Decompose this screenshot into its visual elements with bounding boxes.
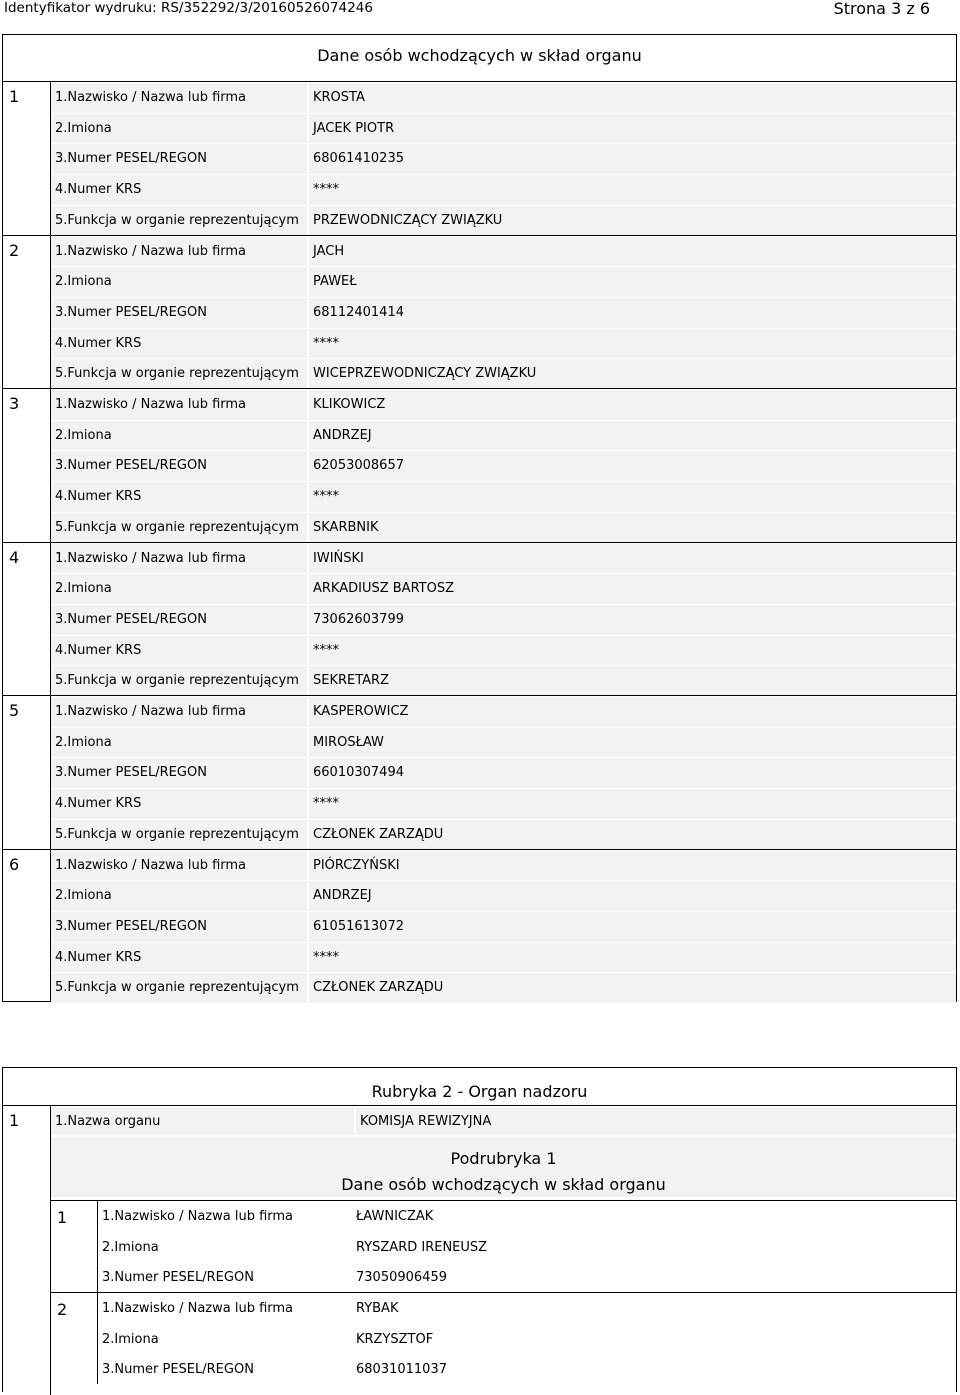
field-row-function <box>51 358 956 389</box>
field-row-krs <box>51 174 956 205</box>
field-value: SKARBNIK <box>313 519 379 535</box>
field-label: 5.Funkcja w organie reprezentującym <box>55 212 299 228</box>
member-row-first-names <box>98 1232 956 1263</box>
field-value: ŁAWNICZAK <box>356 1209 434 1224</box>
field-value: MIROSŁAW <box>313 734 384 750</box>
member-number: 2 <box>57 1300 68 1320</box>
member-row-name <box>98 1293 956 1324</box>
person-number: 5 <box>9 701 20 720</box>
print-identifier: Identyfikator wydruku: RS/352292/3/20160526074246 <box>4 0 373 16</box>
field-value: RYSZARD IRENEUSZ <box>356 1239 488 1255</box>
field-row-pesel <box>51 911 956 942</box>
field-value: **** <box>313 949 339 965</box>
member-row-name <box>98 1201 956 1232</box>
field-label: 3.Numer PESEL/REGON <box>55 458 207 474</box>
organ-entry <box>3 1105 956 1395</box>
field-row-first-names <box>51 266 956 297</box>
field-label: 2.Imiona <box>102 1239 159 1255</box>
field-row-krs <box>51 328 956 359</box>
field-value: JACH <box>313 243 345 259</box>
field-label: 1.Nazwisko / Nazwa lub firma <box>102 1209 294 1224</box>
field-label: 1.Nazwisko / Nazwa lub firma <box>102 1301 294 1317</box>
field-value: ANDRZEJ <box>313 427 372 443</box>
field-label: 1.Nazwisko / Nazwa lub firma <box>55 243 247 259</box>
field-value: CZŁONEK ZARZĄDU <box>313 826 444 842</box>
field-label: 1.Nazwisko / Nazwa lub firma <box>55 704 247 719</box>
field-row-name <box>51 82 956 113</box>
field-value: WICEPRZEWODNICZĄCY ZWIĄZKU <box>313 366 537 382</box>
field-row-first-names <box>51 573 956 604</box>
field-row-name <box>51 543 956 574</box>
person-entry <box>3 235 956 389</box>
field-label: 2.Imiona <box>55 888 112 904</box>
field-row-name <box>51 850 956 881</box>
field-row-pesel <box>51 297 956 328</box>
organ-name-row <box>51 1106 956 1135</box>
field-row-function <box>51 819 956 850</box>
member-row-pesel <box>98 1354 956 1385</box>
field-value: KLIKOWICZ <box>313 397 386 412</box>
field-value: SEKRETARZ <box>313 673 390 689</box>
field-row-krs <box>51 942 956 973</box>
field-label: 5.Funkcja w organie reprezentującym <box>55 519 299 535</box>
field-value: 68112401414 <box>313 304 404 320</box>
subsection-subtitle: Dane osób wchodzących w skład organu <box>341 1175 666 1194</box>
field-value: KROSTA <box>313 90 365 105</box>
field-value: **** <box>313 642 339 658</box>
field-value: **** <box>313 489 339 505</box>
field-value: KASPEROWICZ <box>313 704 409 719</box>
field-label: 1.Nazwisko / Nazwa lub firma <box>55 857 247 873</box>
person-entry <box>3 388 956 542</box>
field-label: 3.Numer PESEL/REGON <box>102 1362 254 1378</box>
field-label: 2.Imiona <box>55 120 112 136</box>
field-label: 4.Numer KRS <box>55 182 142 198</box>
person-entry <box>3 81 956 235</box>
field-label: 3.Numer PESEL/REGON <box>55 611 207 627</box>
person-number: 2 <box>9 240 20 260</box>
field-label: 3.Numer PESEL/REGON <box>55 304 207 320</box>
field-row-first-names <box>51 727 956 758</box>
field-label: 1.Nazwisko / Nazwa lub firma <box>55 90 247 105</box>
field-value: 66010307494 <box>313 765 404 781</box>
member-number: 1 <box>57 1208 68 1227</box>
member-entry <box>51 1200 956 1292</box>
field-label: 2.Imiona <box>55 581 112 597</box>
field-label: 5.Funkcja w organie reprezentującym <box>55 826 299 842</box>
field-row-pesel <box>51 604 956 635</box>
field-label: 4.Numer KRS <box>55 335 142 351</box>
supervisory-section <box>2 1067 957 1392</box>
field-label: 4.Numer KRS <box>55 489 142 505</box>
field-label: 2.Imiona <box>55 274 112 290</box>
field-label: 3.Numer PESEL/REGON <box>102 1270 254 1286</box>
field-value: JACEK PIOTR <box>313 120 395 136</box>
organ-name-label: 1.Nazwa organu <box>55 1114 161 1129</box>
organ-name-value: KOMISJA REWIZYJNA <box>360 1114 492 1129</box>
field-row-first-names <box>51 113 956 144</box>
field-row-function <box>51 665 956 696</box>
member-row-pesel <box>98 1262 956 1293</box>
field-label: 3.Numer PESEL/REGON <box>55 151 207 167</box>
field-label: 2.Imiona <box>55 734 112 750</box>
field-label: 4.Numer KRS <box>55 642 142 658</box>
page-number: Strona 3 z 6 <box>833 0 930 18</box>
person-number: 3 <box>9 394 20 413</box>
field-row-krs <box>51 788 956 819</box>
subsection-title: Podrubryka 1 <box>450 1149 557 1168</box>
field-value: 62053008657 <box>313 458 404 474</box>
field-row-krs <box>51 635 956 666</box>
field-value: 73062603799 <box>313 611 404 627</box>
field-label: 2.Imiona <box>102 1331 159 1347</box>
field-label: 3.Numer PESEL/REGON <box>55 918 207 934</box>
field-value: KRZYSZTOF <box>356 1331 434 1347</box>
field-row-pesel <box>51 450 956 481</box>
field-label: 4.Numer KRS <box>55 796 142 812</box>
person-entry <box>3 695 956 849</box>
section-title: Dane osób wchodzących w skład organu <box>317 46 642 65</box>
person-number: 6 <box>9 854 20 874</box>
field-row-first-names <box>51 880 956 911</box>
member-row-first-names <box>98 1324 956 1355</box>
field-value: 68061410235 <box>313 151 404 167</box>
field-label: 1.Nazwisko / Nazwa lub firma <box>55 550 247 566</box>
field-value: **** <box>313 335 339 351</box>
field-row-function <box>51 205 956 236</box>
subsection-box <box>51 1137 956 1197</box>
field-value: RYBAK <box>356 1301 399 1317</box>
organ-number: 1 <box>9 1111 20 1130</box>
field-value: **** <box>313 182 339 198</box>
field-label: 5.Funkcja w organie reprezentującym <box>55 980 299 996</box>
field-value: PIÓRCZYŃSKI <box>313 857 400 873</box>
field-label: 5.Funkcja w organie reprezentującym <box>55 673 299 689</box>
field-row-name <box>51 389 956 420</box>
person-number: 1 <box>9 87 20 106</box>
field-row-first-names <box>51 420 956 451</box>
field-value: CZŁONEK ZARZĄDU <box>313 980 444 996</box>
field-value: ANDRZEJ <box>313 888 372 904</box>
field-value: 68031011037 <box>356 1362 447 1378</box>
field-value: PAWEŁ <box>313 274 357 290</box>
field-value: 61051613072 <box>313 918 404 934</box>
section-title: Rubryka 2 - Organ nadzoru <box>371 1082 588 1101</box>
field-row-function <box>51 972 956 1003</box>
field-label: 3.Numer PESEL/REGON <box>55 765 207 781</box>
person-entry <box>3 542 956 696</box>
field-value: 73050906459 <box>356 1270 447 1286</box>
members-section <box>2 34 957 1002</box>
member-entry <box>51 1292 956 1384</box>
field-row-pesel <box>51 757 956 788</box>
field-row-name <box>51 696 956 727</box>
person-entry <box>3 849 956 1003</box>
field-label: 5.Funkcja w organie reprezentującym <box>55 366 299 382</box>
field-row-function <box>51 512 956 543</box>
field-value: **** <box>313 796 339 812</box>
field-row-name <box>51 236 956 267</box>
field-value: IWIŃSKI <box>313 550 364 566</box>
person-number: 4 <box>9 547 20 567</box>
field-value: PRZEWODNICZĄCY ZWIĄZKU <box>313 212 503 228</box>
print-header <box>0 0 960 18</box>
field-label: 2.Imiona <box>55 427 112 443</box>
field-row-pesel <box>51 143 956 174</box>
field-label: 4.Numer KRS <box>55 949 142 965</box>
field-row-krs <box>51 481 956 512</box>
field-label: 1.Nazwisko / Nazwa lub firma <box>55 397 247 412</box>
field-value: ARKADIUSZ BARTOSZ <box>313 581 454 597</box>
